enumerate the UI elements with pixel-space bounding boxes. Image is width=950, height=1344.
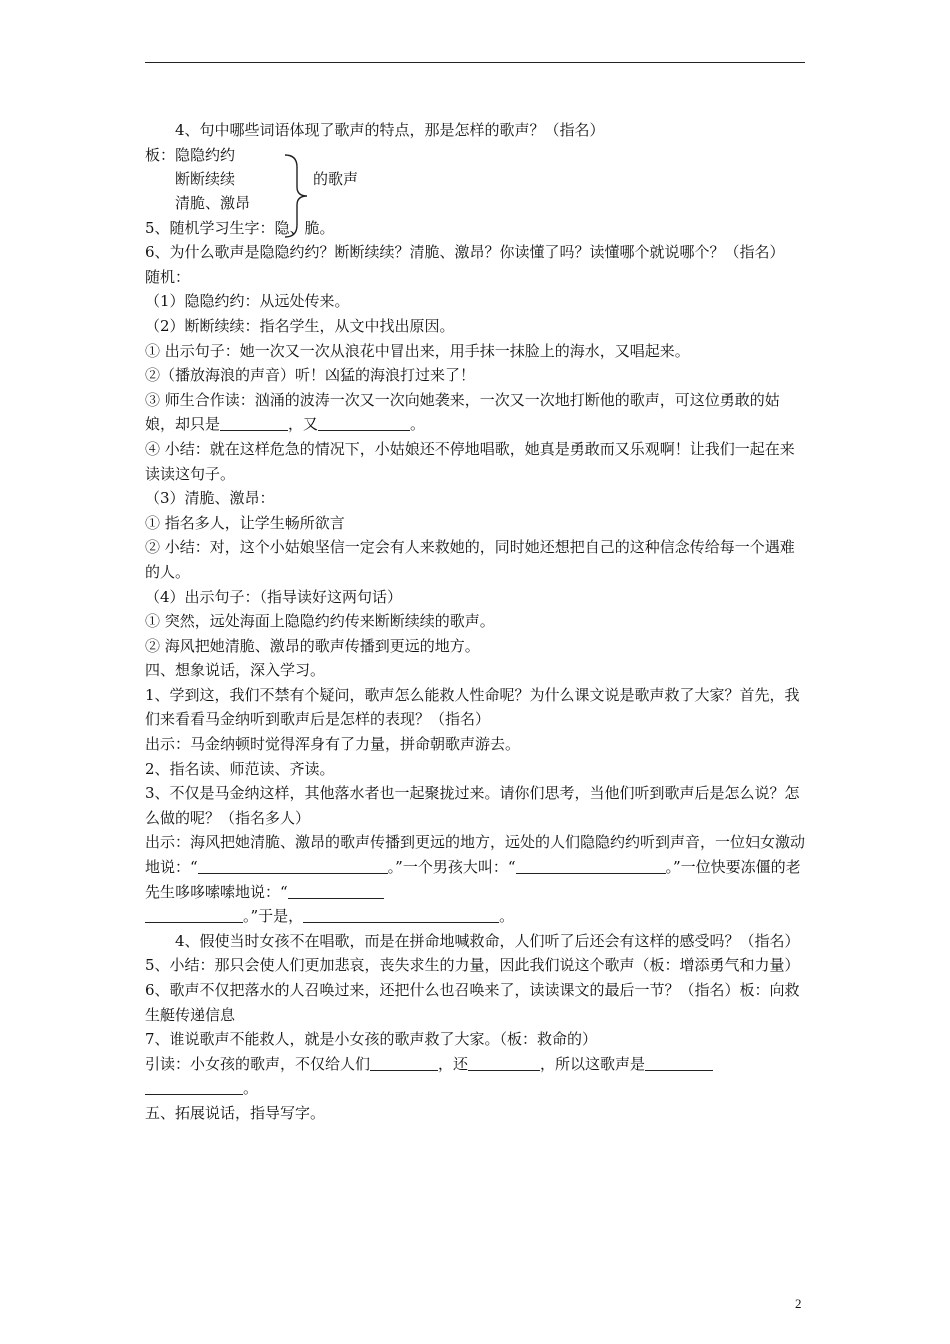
point-2-item-4: ④ 小结：就在这样危急的情况下，小姑娘还不停地唱歌，她真是勇敢而又乐观啊！让我们一起在来读读这句子。	[145, 439, 795, 483]
section-5-heading: 五、拓展说话，指导写字。	[145, 1103, 326, 1122]
text: ，所以这歌声是	[540, 1054, 646, 1073]
question-5: 5、随机学习生字：隐、脆。	[145, 218, 335, 237]
blank	[198, 858, 388, 874]
text: 。	[499, 907, 515, 926]
step-3: 3、不仅是马金纳这样，其他落水者也一起聚拢过来。请你们思考，当他们听到歌声后是怎么说？怎么做的呢？（指名多人）	[145, 784, 800, 827]
random-label: 随机：	[145, 267, 191, 286]
text: 出示：海风把她清脆、激昂的歌声传播到更远的地方，远处的人们隐隐约约听到声音，一位妇女激动地说：“	[145, 833, 806, 877]
point-2-item-1: ① 出示句子：她一次又一次从浪花中冒出来，用手抹一抹脸上的海水，又唱起来。	[145, 341, 690, 360]
step-1: 1、学到这，我们不禁有个疑问，歌声怎么能救人性命呢？为什么课文说是歌声救了大家？首先，我们来看看马金纳听到歌声后是怎样的表现？（指名）	[145, 685, 800, 729]
board-word: 隐隐约约	[175, 145, 236, 164]
brace-icon	[283, 153, 309, 239]
board-label: 板：	[145, 145, 176, 164]
point-3-item-2: ② 小结：对，这个小姑娘坚信一定会有人来救她的，同时她还想把自己的这种信念传给每一个遇难的人。	[145, 538, 795, 581]
text: 。	[410, 415, 426, 434]
blank	[288, 883, 384, 899]
text: 引读：小女孩的歌声，不仅给人们	[145, 1054, 371, 1073]
step-4: 4、假使当时女孩不在唱歌，而是在拼命地喊救命，人们听了后还会有这样的感受吗？（指名）	[175, 931, 800, 950]
board-word: 断断续续	[175, 169, 236, 188]
blank	[145, 907, 243, 923]
point-4: （4）出示句子：（指导读好这两句话）	[145, 587, 403, 606]
point-1: （1）隐隐约约：从远处传来。	[145, 292, 350, 311]
point-2-item-3	[145, 388, 807, 437]
blank	[303, 907, 499, 923]
step-1-show: 出示：马金纳顿时觉得浑身有了力量，拼命朝歌声游去。	[145, 735, 521, 754]
text: 。”于是，	[243, 907, 304, 926]
board-right-label: 的歌声	[313, 169, 359, 188]
point-3: （3）清脆、激昂：	[145, 489, 275, 508]
blank	[220, 415, 288, 431]
question-4: 4、句中哪些词语体现了歌声的特点，那是怎样的歌声？（指名）	[175, 121, 605, 139]
point-4-item-2: ② 海风把她清脆、激昂的歌声传播到更远的地方。	[145, 636, 480, 655]
section-4-heading: 四、想象说话，深入学习。	[145, 661, 326, 680]
page-number: 2	[795, 1296, 802, 1311]
blank	[318, 415, 410, 431]
text: 。”一位快要冻僵的老先生哆哆嗦嗦地说：“	[145, 858, 801, 901]
text: 。”一个男孩大叫：“	[387, 858, 516, 877]
question-6: 6、为什么歌声是隐隐约约？断断续续？清脆、激昂？你读懂了吗？读懂哪个就说哪个？（指名）	[145, 243, 785, 262]
text: ，又	[288, 415, 319, 434]
board-word: 清脆、激昂	[175, 193, 251, 212]
point-3-item-1: ① 指名多人，让学生畅所欲言	[145, 513, 345, 532]
blank	[516, 858, 666, 874]
step-2: 2、指名读、师范读、齐读。	[145, 759, 335, 778]
board-summary	[145, 143, 807, 216]
point-2: （2）断断续续：指名学生，从文中找出原因。	[145, 316, 455, 335]
step-3-show	[145, 830, 807, 928]
point-4-item-1: ① 突然，远处海面上隐隐约约传来断断续续的歌声。	[145, 612, 495, 631]
document-body	[145, 118, 807, 1126]
step-5: 5、小结：那只会使人们更加悲哀，丧失求生的力量，因此我们说这个歌声（板：增添勇气和力量）	[145, 956, 800, 975]
step-6: 6、歌声不仅把落水的人召唤过来，还把什么也召唤来了，读读课文的最后一节？（指名）板：向救生艇传递信息	[145, 981, 800, 1024]
blank	[645, 1055, 713, 1071]
blank	[370, 1055, 438, 1071]
point-2-item-2: ②（播放海浪的声音）听！凶猛的海浪打过来了！	[145, 366, 476, 385]
blank	[145, 1079, 243, 1095]
blank	[468, 1055, 540, 1071]
text: ③ 师生合作读：汹涌的波涛一次又一次向她袭来，一次又一次地打断他的歌声，可这位勇敢的姑娘，却只是	[145, 390, 780, 434]
text: 。	[243, 1079, 259, 1098]
text: ，还	[438, 1054, 469, 1073]
step-7: 7、谁说歌声不能救人，就是小女孩的歌声救了大家。（板：救命的）	[145, 1030, 598, 1049]
step-7-lead	[145, 1052, 807, 1101]
header-rule	[145, 62, 805, 63]
